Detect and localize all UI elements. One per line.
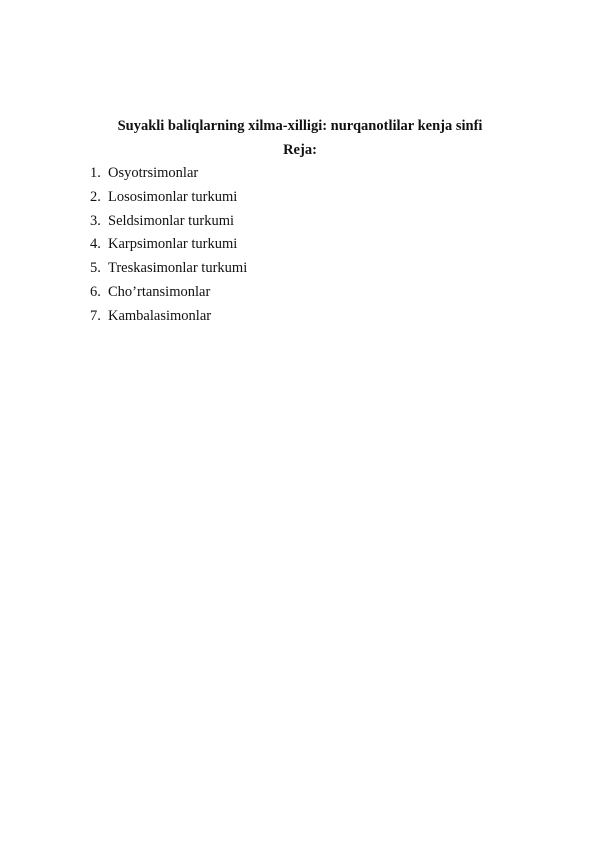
plan-item-text: Kambalasimonlar xyxy=(108,307,212,324)
plan-item xyxy=(90,259,247,283)
plan-item-text: Lososimonlar turkumi xyxy=(108,188,238,205)
plan-item xyxy=(90,283,247,307)
plan-item-number: 2. xyxy=(90,188,101,205)
plan-list xyxy=(90,164,247,331)
plan-item-text: Treskasimonlar turkumi xyxy=(108,260,248,277)
plan-item-number: 7. xyxy=(90,307,101,324)
plan-item-text: Osyotrsimonlar xyxy=(108,165,199,181)
plan-item xyxy=(90,212,247,236)
plan-heading: Reja: xyxy=(283,142,317,158)
plan-item-number: 3. xyxy=(90,212,101,229)
plan-item-text: Karpsimonlar turkumi xyxy=(108,236,238,253)
plan-item-number: 6. xyxy=(90,283,101,300)
plan-item xyxy=(90,188,247,212)
plan-item-text: Seldsimonlar turkumi xyxy=(108,212,235,229)
plan-item-number: 4. xyxy=(90,236,101,253)
plan-item xyxy=(90,307,247,331)
plan-item-text: Cho’rtansimonlar xyxy=(108,283,211,300)
plan-item xyxy=(90,164,247,188)
document-title: Suyakli baliqlarning xilma-xilligi: nurqanotlilar kenja sinfi xyxy=(117,118,483,134)
plan-item-number: 1. xyxy=(90,165,101,181)
plan-item-number: 5. xyxy=(90,260,101,277)
plan-item xyxy=(90,235,247,259)
